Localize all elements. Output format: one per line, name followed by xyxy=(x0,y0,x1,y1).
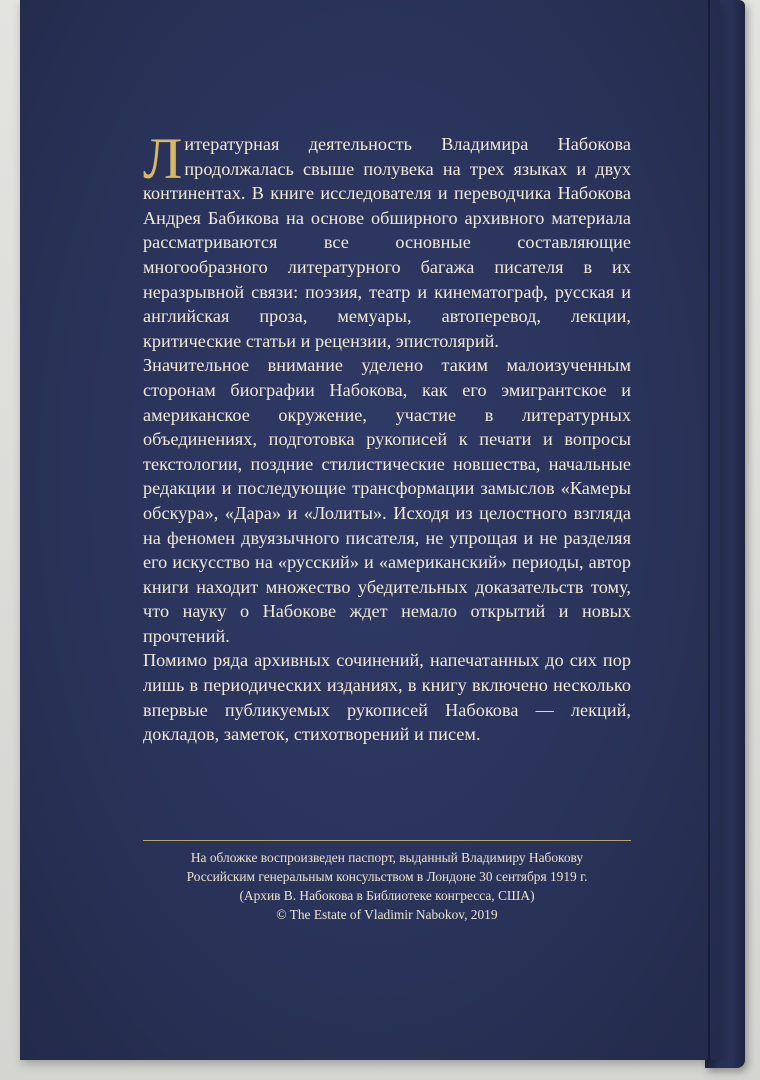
paragraph-1-text: итературная деятельность Владимира Набокова продолжалась свыше полувека на трех языках и двух континентах. В книге исследователя и переводчика Набокова Андрея Бабикова на основе обширного архивного материала рассматриваются все основные составляющие многообразного литературного багажа писателя в их неразрывной связи: поэзия, театр и кинематограф, русская и английская проза, мемуары, автоперевод, лекции, критические статьи и рецензии, эпистолярий. xyxy=(143,134,631,351)
caption-line: (Архив В. Набокова в Библиотеке конгресса, США) xyxy=(239,888,535,903)
annotation-text xyxy=(143,126,631,747)
annotation-paragraph-3: Помимо ряда архивных сочинений, напечатанных до сих пор лишь в периодических изданиях, в книгу включено несколько впервые публикуемых рукописей Набокова — лекций, докладов, заметок, стихотворений и писем. xyxy=(143,650,631,745)
hinge-groove xyxy=(708,0,710,1060)
gold-divider xyxy=(143,840,631,841)
annotation-paragraph-1 xyxy=(143,126,631,353)
cover-credit-caption xyxy=(143,848,631,924)
caption-line: Российским генеральным консульством в Лондоне 30 сентября 1919 г. xyxy=(186,869,588,884)
annotation-paragraph-2: Значительное внимание уделено таким малоизученным сторонам биографии Набокова, как его эмигрантское и американское окружение, участие в литературных объединениях, подготовка рукописей к печати и вопросы текстологии, поздние стилистические новшества, начальные редакции и последующие трансформации замыслов «Камеры обскура», «Дара» и «Лолиты». Исходя из целостного взгляда на феномен двуязычного писателя, не упрощая и не разделяя его искусство на «русский» и «американский» периоды, автор книги находит множество убедительных доказательств тому, что науку о Набокове ждет немало открытий и новых прочтений. xyxy=(143,355,631,646)
copyright-line: © The Estate of Vladimir Nabokov, 2019 xyxy=(276,907,498,922)
caption-line: На обложке воспроизведен паспорт, выданный Владимиру Набокову xyxy=(190,850,584,865)
drop-cap: Л xyxy=(143,126,183,191)
